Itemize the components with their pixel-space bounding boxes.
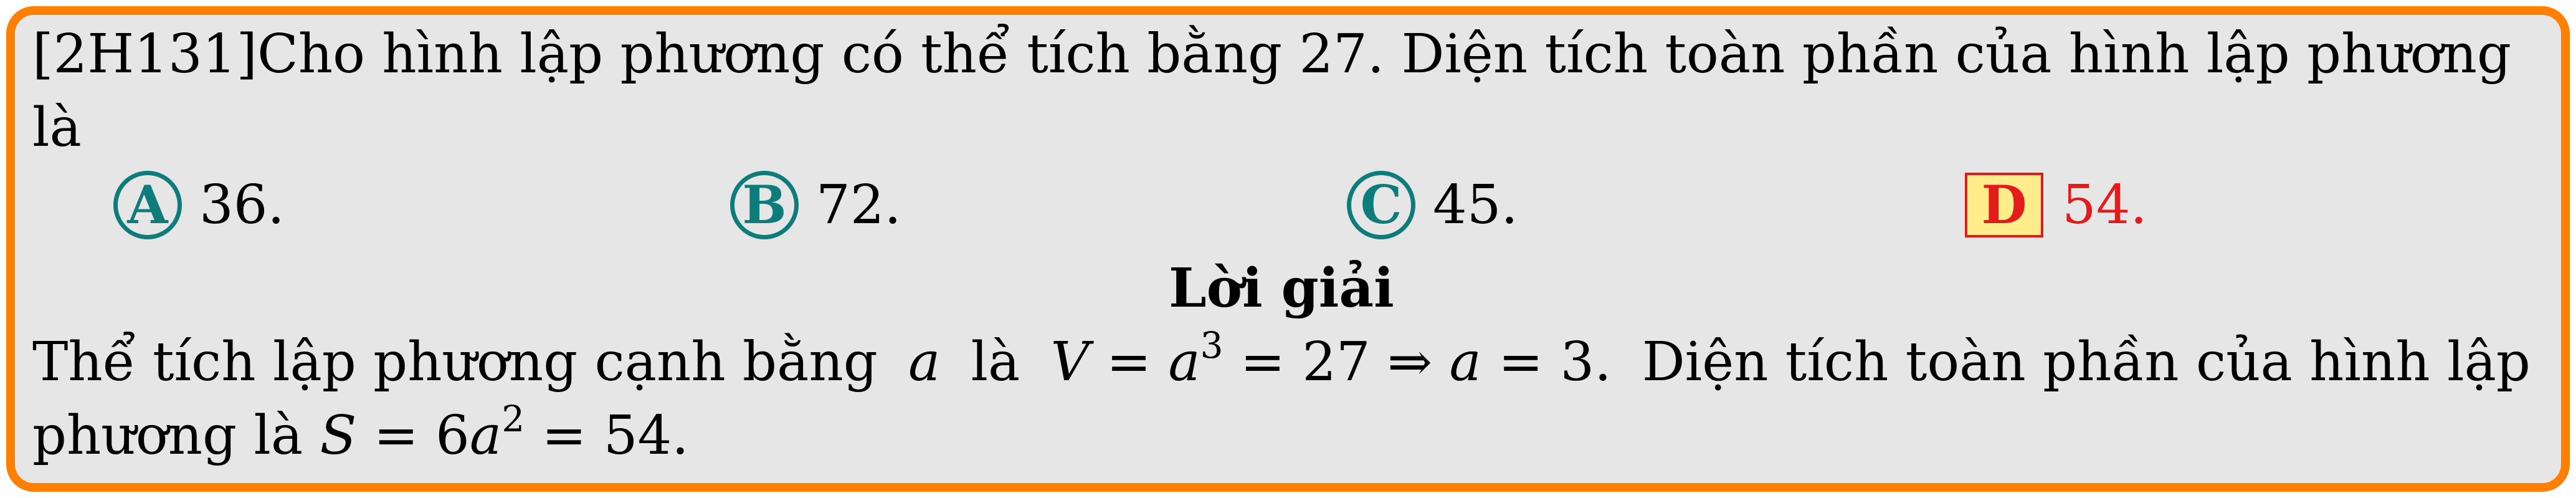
solution-eq1: = xyxy=(1106,331,1151,393)
solution-exp3: 3 xyxy=(1200,324,1224,366)
option-b[interactable] xyxy=(730,165,901,246)
solution-var-a: a xyxy=(908,331,941,393)
solution-l2-eq2: = 54. xyxy=(541,405,689,467)
question-line-1 xyxy=(32,17,2531,91)
question-line-2: là xyxy=(32,97,82,159)
option-a[interactable] xyxy=(113,165,285,246)
solution-exp2: 2 xyxy=(501,398,525,440)
solution-eq3: = 3. xyxy=(1498,331,1612,393)
solution-volume-formula xyxy=(1050,325,1611,399)
option-b-badge: B xyxy=(730,171,799,239)
option-d-badge-correct: D xyxy=(1965,173,2043,237)
option-a-value: 36. xyxy=(199,174,285,236)
solution-title: Lời giải xyxy=(1169,257,1394,320)
solution-eq2: = 27 ⇒ xyxy=(1240,331,1433,393)
option-c-badge: C xyxy=(1347,171,1415,239)
solution-l2-eq1: = 6 xyxy=(373,405,470,467)
option-b-value: 72. xyxy=(816,174,901,236)
solution-l2-text: phương là xyxy=(32,405,303,467)
solution-l2-var-a: a xyxy=(469,405,502,467)
solution-l1-text1: Thể tích lập phương cạnh bằng xyxy=(32,331,878,393)
option-d-value: 54. xyxy=(2062,174,2147,236)
question-code: [2H131] xyxy=(32,23,257,85)
option-c[interactable] xyxy=(1347,165,1518,246)
solution-l1-text2: Diện tích toàn phần của hình lập xyxy=(1642,331,2531,393)
solution-line-1 xyxy=(32,325,2531,399)
option-c-value: 45. xyxy=(1433,174,1518,236)
solution-var-S: S xyxy=(320,405,357,467)
solution-line-2 xyxy=(32,399,689,472)
question-text-1 xyxy=(32,17,2511,91)
answer-options xyxy=(32,165,2531,246)
question-stem: Cho hình lập phương có thể tích bằng 27. Diện tích toàn phần của hình lập phương xyxy=(257,23,2512,85)
solution-la: là xyxy=(971,331,1020,393)
solution-var-a2: a xyxy=(1168,331,1200,393)
option-a-badge: A xyxy=(113,171,182,239)
option-d[interactable] xyxy=(1965,165,2147,246)
solution-var-V: V xyxy=(1050,331,1090,393)
solution-var-a3: a xyxy=(1449,331,1481,393)
